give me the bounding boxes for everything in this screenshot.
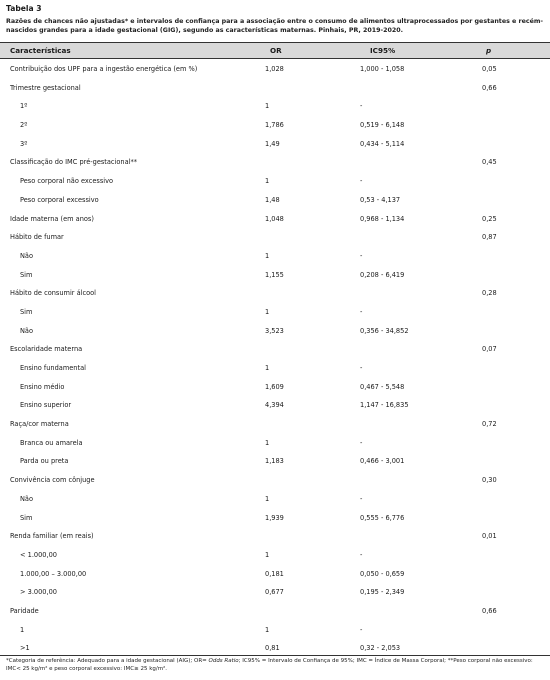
row-or: 1,155 (265, 270, 284, 279)
table-row (0, 377, 550, 396)
row-or: 0,81 (265, 644, 280, 653)
row-ic95: - (360, 625, 363, 634)
table-row (0, 470, 550, 489)
table-row (0, 134, 550, 153)
row-label: Escolaridade materna (10, 345, 83, 354)
table-row (0, 582, 550, 601)
table-row (0, 78, 550, 97)
row-or: 1,183 (265, 457, 284, 466)
row-label: < 1.000,00 (20, 550, 57, 559)
row-or: 1 (265, 177, 270, 186)
row-ic95: - (360, 364, 363, 372)
row-ic95: 0,195 - 2,349 (360, 588, 405, 597)
row-label: Hábito de fumar (10, 233, 64, 242)
row-ic95: 0,968 - 1,134 (360, 214, 405, 223)
table-row (0, 451, 550, 470)
row-label: Branca ou amarela (20, 438, 83, 447)
table-row (0, 564, 550, 583)
table-row (0, 283, 550, 302)
row-or: 1,609 (265, 382, 284, 391)
row-or: 1 (265, 625, 270, 634)
row-or: 1,786 (265, 121, 284, 130)
row-p: 0,66 (482, 606, 497, 615)
footnote-part2: ; IC95% = Intervalo de Confiança de 95%; IMC = Índice de Massa Corporal; **Peso corporal não excessivo: IMC< 25 kg/m² e peso corporal excessivo: IMC≥ 25 kg/m². (6, 658, 533, 672)
row-ic95: 0,467 - 5,548 (360, 382, 405, 391)
table-row (0, 96, 550, 115)
row-p: 0,72 (482, 420, 497, 429)
table-header (0, 42, 550, 59)
row-or: 1,028 (265, 65, 284, 73)
row-or: 1 (265, 307, 270, 316)
row-label: Ensino fundamental (20, 364, 86, 372)
table-row (0, 59, 550, 78)
row-or: 1,48 (265, 195, 280, 204)
row-ic95: 0,32 - 2,053 (360, 644, 401, 653)
table-row (0, 171, 550, 190)
row-or: 3,523 (265, 326, 284, 335)
table-row (0, 321, 550, 340)
row-label: Ensino superior (20, 401, 72, 410)
table-row (0, 508, 550, 527)
row-or: 1 (265, 494, 270, 503)
row-p: 0,28 (482, 289, 497, 298)
row-ic95: 0,555 - 6,776 (360, 513, 405, 522)
table-label: Tabela 3 (6, 4, 42, 13)
table-row (0, 152, 550, 171)
row-p: 0,45 (482, 158, 497, 167)
header-ic95: IC95% (370, 46, 396, 55)
row-label: Paridade (10, 606, 39, 615)
row-label: Convivência com cônjuge (10, 476, 95, 485)
row-ic95: 0,208 - 6,419 (360, 270, 405, 279)
row-p: 0,01 (482, 532, 497, 541)
row-p: 0,25 (482, 214, 497, 223)
table-caption: Razões de chances não ajustadas* e intervalos de confiança para a associação entre o consumo de alimentos ultraprocessados por gestantes e recém-nascidos grandes para a idade gestacional (GIG), segundo as características maternas. Pinhais, PR, 2019-2020. (6, 18, 544, 35)
row-or: 1 (265, 251, 270, 260)
table-row (0, 190, 550, 209)
row-ic95: 0,434 - 5,114 (360, 139, 405, 148)
table-row (0, 209, 550, 228)
row-or: 1 (265, 364, 270, 372)
table-row (0, 433, 550, 452)
row-label: Peso corporal não excessivo (20, 177, 114, 186)
table-row (0, 265, 550, 284)
header-characteristics: Características (10, 46, 71, 55)
table-body (0, 59, 550, 657)
row-label: 2º (20, 121, 28, 130)
row-label: > 3.000,00 (20, 588, 57, 597)
row-p: 0,05 (482, 65, 497, 73)
row-ic95: 1,147 - 16,835 (360, 401, 409, 410)
table-row (0, 302, 550, 321)
row-or: 1 (265, 550, 270, 559)
row-or: 4,394 (265, 401, 284, 410)
row-label: Não (20, 251, 34, 260)
table-footnote (6, 657, 546, 673)
row-label: Parda ou preta (20, 457, 69, 466)
row-p: 0,07 (482, 345, 497, 354)
row-ic95: - (360, 251, 363, 260)
table-row (0, 489, 550, 508)
table-row (0, 358, 550, 377)
row-ic95: 0,356 - 34,852 (360, 326, 409, 335)
table-row (0, 395, 550, 414)
row-label: 3º (20, 139, 28, 148)
table-row (0, 601, 550, 620)
table-bottom-rule (0, 655, 550, 656)
row-label: Sim (20, 513, 33, 522)
row-or: 1,048 (265, 214, 284, 223)
table-row (0, 227, 550, 246)
footnote-odds-ratio: Odds Ratio (208, 658, 239, 664)
row-label: Não (20, 494, 34, 503)
row-label: Idade materna (em anos) (10, 214, 94, 223)
row-label: Ensino médio (20, 382, 65, 391)
header-p: p (486, 46, 492, 55)
row-label: Trimestre gestacional (10, 83, 81, 92)
row-p: 0,66 (482, 83, 497, 92)
row-label: Contribuição dos UPF para a ingestão energética (em %) (10, 65, 198, 73)
header-or: OR (270, 46, 282, 55)
row-label: Renda familiar (em reais) (10, 532, 94, 541)
row-label: Classificação do IMC pré-gestacional** (10, 158, 138, 167)
row-label: 1 (20, 625, 25, 634)
row-ic95: 0,53 - 4,137 (360, 195, 401, 204)
row-label: Sim (20, 307, 33, 316)
table-row (0, 620, 550, 639)
row-ic95: - (360, 102, 363, 111)
table-row (0, 339, 550, 358)
row-ic95: 0,466 - 3,001 (360, 457, 405, 466)
row-or: 1,939 (265, 513, 284, 522)
row-ic95: - (360, 177, 363, 186)
table-row (0, 545, 550, 564)
row-or: 0,181 (265, 569, 284, 578)
row-label: Hábito de consumir álcool (10, 289, 96, 298)
row-or: 1,49 (265, 139, 280, 148)
footnote-part1: *Categoria de referência: Adequado para a idade gestacional (AIG); OR= (6, 658, 209, 664)
row-ic95: 0,050 - 0,659 (360, 569, 405, 578)
row-ic95: 0,519 - 6,148 (360, 121, 405, 130)
row-label: Não (20, 326, 34, 335)
row-p: 0,87 (482, 233, 497, 242)
row-ic95: - (360, 438, 363, 447)
row-label: Peso corporal excessivo (20, 195, 99, 204)
row-label: 1º (20, 102, 28, 111)
row-ic95: - (360, 550, 363, 559)
row-ic95: - (360, 307, 363, 316)
row-or: 1 (265, 438, 270, 447)
row-label: >1 (20, 644, 30, 653)
row-ic95: 1,000 - 1,058 (360, 65, 405, 73)
row-label: Raça/cor materna (10, 420, 69, 429)
row-label: 1.000,00 – 3.000,00 (20, 569, 87, 578)
row-label: Sim (20, 270, 33, 279)
table-row (0, 246, 550, 265)
table-row (0, 115, 550, 134)
table-row (0, 526, 550, 545)
row-or: 0,677 (265, 588, 284, 597)
row-ic95: - (360, 494, 363, 503)
table-row (0, 414, 550, 433)
row-p: 0,30 (482, 476, 497, 485)
row-or: 1 (265, 102, 270, 111)
